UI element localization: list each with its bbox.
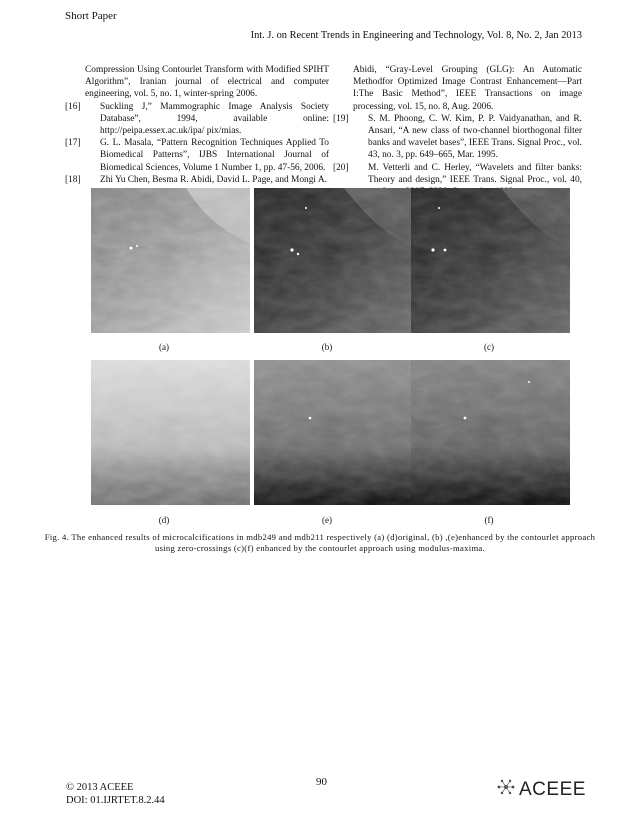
mammogram-image-e <box>254 360 413 505</box>
aceee-logo-text: ACEEE <box>519 778 586 800</box>
page-number: 90 <box>316 776 327 788</box>
aceee-logo <box>496 778 586 801</box>
short-paper-label: Short Paper <box>65 10 117 22</box>
reference-text: Compression Using Contourlet Transform with Modified SPIHT Algorithm”, Iranian journal of electrical and computer engineering, vol. 5, no. 1, winter-spring 2006. <box>85 65 329 100</box>
reference-number: [20] <box>333 162 349 173</box>
reference-text: Abidi, “Gray-Level Grouping (GLG): An Automatic Methodfor Optimized Image Contrast Enhancement—Part I:The Basic Method”, IEEE Transactions on image processing, vol. 15, no. 8, Aug. 2006. <box>353 65 582 112</box>
reference-item <box>65 174 329 186</box>
reference-text: Zhi Yu Chen, Besma R. Abidi, David L. Page, and Mongi A. <box>100 174 327 185</box>
reference-text: Suckling J,” Mammographic Image Analysis Society Database”, 1994, available online: http://peipa.essex.ac.uk/ipa/ pix/mias. <box>100 101 329 137</box>
mammogram-image-a <box>91 188 250 333</box>
mammogram-image-c <box>411 188 570 333</box>
figure-label-e: (e) <box>322 515 332 525</box>
reference-item <box>65 101 329 138</box>
copyright: © 2013 ACEEE <box>66 782 134 793</box>
reference-item <box>65 64 329 101</box>
reference-item <box>65 137 329 174</box>
reference-number: [18] <box>65 174 81 185</box>
doi: DOI: 01.IJRTET.8.2.44 <box>66 795 165 806</box>
aceee-logo-icon <box>496 778 516 801</box>
mammogram-image-b <box>254 188 413 333</box>
reference-text: G. L. Masala, “Pattern Recognition Techniques Applied To Biomedical Patterns”, IJBS International Journal of Biomedical Sciences, Volume 1 Number 1, pp. 47-56, 2006. <box>100 138 329 173</box>
footer-copyright-block <box>66 781 165 807</box>
references-right-column <box>333 64 582 198</box>
figure-label-b: (b) <box>321 342 333 352</box>
journal-header: Int. J. on Recent Trends in Engineering and Technology, Vol. 8, No. 2, Jan 2013 <box>250 30 582 41</box>
reference-number: [19] <box>333 113 349 124</box>
reference-text: M. Vetterli and C. Herley, “Wavelets and filter banks: Theory and design,” IEEE Trans. Signal Proc., vol. 40, <box>368 162 582 185</box>
reference-number: [16] <box>65 101 81 112</box>
figure-caption: Fig. 4. The enhanced results of microcalcifications in mdb249 and mdb211 respectively (a) (d)original, (b) ,(e)enhanced by the contourlet approach using zero-crossings (c)(f) enhanced by the contourlet approach using modulus-maxima. <box>44 532 596 553</box>
mammogram-image-d <box>91 360 250 505</box>
reference-item <box>333 64 582 113</box>
reference-number: [17] <box>65 138 81 149</box>
references-left-column <box>65 64 329 186</box>
figure-label-c: (c) <box>484 342 494 352</box>
figure-label-a: (a) <box>159 342 169 352</box>
mammogram-image-f <box>411 360 570 505</box>
reference-item <box>333 113 582 162</box>
figure-label-f: (f) <box>484 515 494 525</box>
figure-label-d: (d) <box>158 515 170 525</box>
reference-text: S. M. Phoong, C. W. Kim, P. P. Vaidyanathan, and R. Ansari, “A new class of two-channel biorthogonal filter banks and wavelet bases”, IEEE Trans. Signal Proc., vol. 43, no. 3, pp. 649–665, Mar. 1995. <box>368 113 582 161</box>
